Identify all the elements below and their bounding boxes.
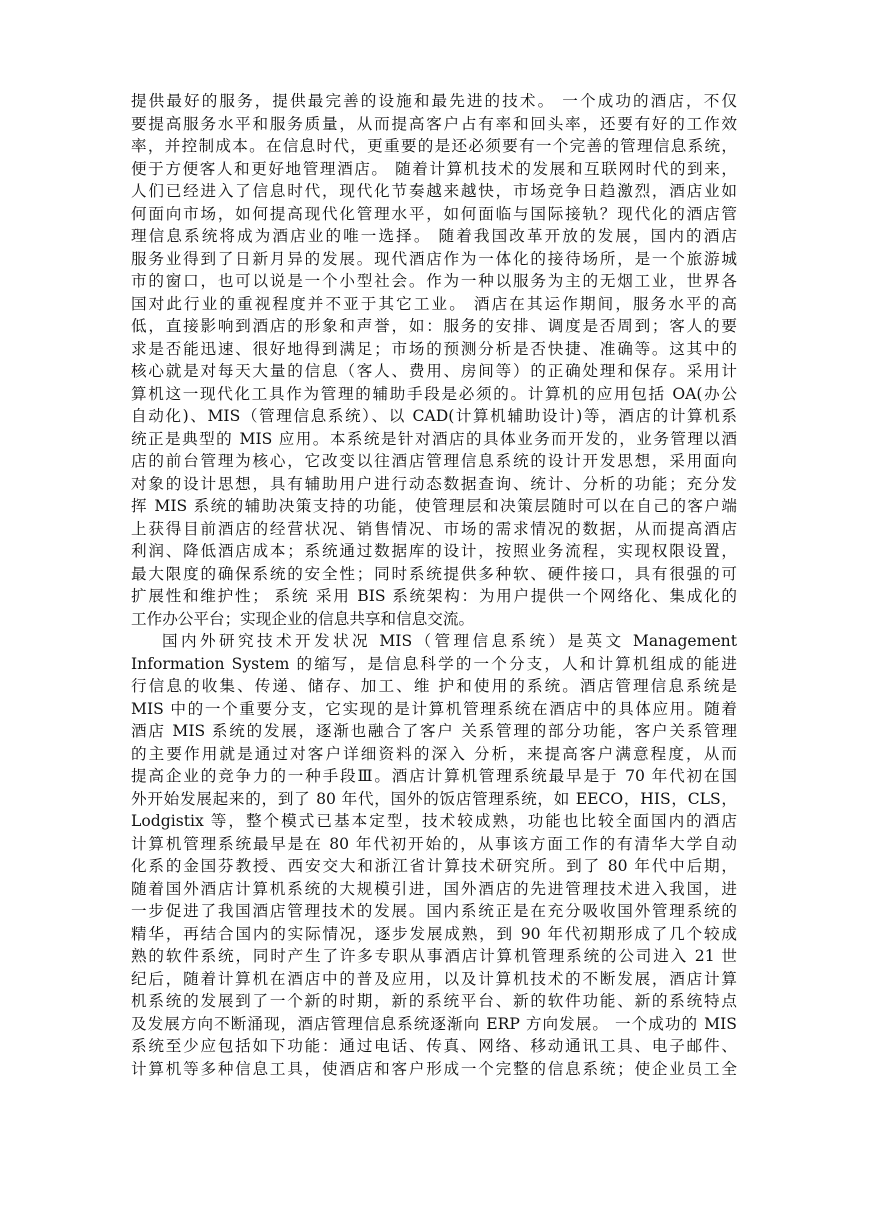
paragraph [131,90,737,630]
text-line: 人们已经进入了信息时代，现代化节奏越来越快，市场竞争日趋激烈，酒店业如 [131,182,737,200]
text-line: 求是否能迅速、很好地得到满足；市场的预测分析是否快捷、准确等。这其中的 [131,339,737,358]
paragraph [131,630,737,1080]
text-line: 精华，再结合国内的实际情况，逐步发展成熟，到 90 年代初期形成了几个较成 [131,924,737,943]
text-line: 系统至少应包括如下功能：通过电话、传真、网络、移动通讯工具、电子邮件、 [131,1037,737,1055]
text-line: 机系统的发展到了一个新的时期，新的系统平台、新的软件功能、新的系统特点 [131,992,737,1010]
text-line: 理信息系统将成为酒店业的唯一选择。 随着我国改革开放的发展，国内的酒店 [131,227,737,245]
text-line: 及发展方向不断涌现，酒店管理信息系统逐渐向 ERP 方向发展。 一个成功的 MIS [131,1014,737,1033]
text-line: 化系的金国芬教授、西安交大和浙江省计算技术研究所。到了 80 年代中后期， [131,857,737,875]
text-line: 上获得目前酒店的经营状况、销售情况、市场的需求情况的数据，从而提高酒店 [131,519,737,538]
text-line: Lodgistix 等，整个模式已基本定型，技术较成熟，功能也比较全面国内的酒店 [131,812,737,830]
text-line: 的主要作用就是通过对客户详细资料的深入 分析，来提高客户满意程度，从而 [131,744,737,763]
text-line: 统正是典型的 MIS 应用。本系统是针对酒店的具体业务而开发的，业务管理以酒 [131,429,737,448]
text-line: Information System 的缩写，是信息科学的一个分支，人和计算机组成的能进 [131,654,737,673]
text-line: 算机这一现代化工具作为管理的辅助手段是必须的。计算机的应用包括 OA(办公 [131,384,737,403]
text-line: 计算机管理系统最早是在 80 年代初开始的，从事该方面工作的有清华大学自动 [131,834,737,853]
text-line: 低，直接影响到酒店的形象和声誉，如：服务的安排、调度是否周到；客人的要 [131,317,737,335]
text-line: 计算机等多种信息工具，使酒店和客户形成一个完整的信息系统；使企业员工全 [131,1059,737,1078]
text-line: 国内外研究技术开发状况 MIS（管理信息系统）是英文 Management [162,632,737,650]
text-line: 核心就是对每天大量的信息（客人、费用、房间等）的正确处理和保存。采用计 [131,362,737,380]
text-line: 随着国外酒店计算机系统的大规模引进，国外酒店的先进管理技术进入我国，进 [131,879,737,898]
text-line: 外开始发展起来的，到了 80 年代，国外的饭店管理系统，如 EECO，HIS，CLS， [131,789,737,808]
body-text [131,90,737,1080]
text-line: 提供最好的服务，提供最完善的设施和最先进的技术。 一个成功的酒店，不仅 [131,92,737,110]
text-line: 工作办公平台；实现企业的信息共享和信息交流。 [131,609,475,628]
text-line: 利润、降低酒店成本；系统通过数据库的设计，按照业务流程，实现权限设置， [131,542,737,560]
text-line: 便于方便客人和更好地管理酒店。 随着计算机技术的发展和互联网时代的到来， [131,159,737,178]
text-line: 店的前台管理为核心，它改变以往酒店管理信息系统的设计开发思想，采用面向 [131,452,737,470]
text-line: 提高企业的竞争力的一种手段Ⅲ。酒店计算机管理系统最早是于 70 年代初在国 [131,767,737,785]
text-line: 一步促进了我国酒店管理技术的发展。国内系统正是在充分吸收国外管理系统的 [131,902,737,920]
text-line: 自动化)、MIS（管理信息系统）、以 CAD(计算机辅助设计)等，酒店的计算机系 [131,407,737,425]
text-line: 酒店 MIS 系统的发展，逐渐也融合了客户 关系管理的部分功能，客户关系管理 [131,722,737,740]
text-line: 服务业得到了日新月异的发展。现代酒店作为一体化的接待场所，是一个旅游城 [131,249,737,268]
text-line: 扩展性和维护性； 系统 采用 BIS 系统架构：为用户提供一个网络化、集成化的 [131,587,737,605]
text-line: 对象的设计思想，具有辅助用户进行动态数据查询、统计、分析的功能；充分发 [131,474,737,493]
text-line: 最大限度的确保系统的安全性；同时系统提供多种软、硬件接口，具有很强的可 [131,564,737,583]
text-line: 国对此行业的重视程度并不亚于其它工业。 酒店在其运作期间，服务水平的高 [131,294,737,313]
text-line: 要提高服务水平和服务质量，从而提高客户占有率和回头率，还要有好的工作效 [131,114,737,133]
text-line: 市的窗口，也可以说是一个小型社会。作为一种以服务为主的无烟工业，世界各 [131,272,737,290]
text-line: 何面向市场，如何提高现代化管理水平，如何面临与国际接轨？现代化的酒店管 [131,204,737,223]
text-line: 熟的软件系统，同时产生了许多专职从事酒店计算机管理系统的公司进入 21 世 [131,947,737,965]
text-line: 纪后，随着计算机在酒店中的普及应用，以及计算机技术的不断发展，酒店计算 [131,969,737,988]
text-line: 行信息的收集、传递、储存、加工、维 护和使用的系统。酒店管理信息系统是 [131,677,737,695]
text-line: MIS 中的一个重要分支，它实现的是计算机管理系统在酒店中的具体应用。随着 [131,699,737,718]
text-line: 挥 MIS 系统的辅助决策支持的功能，使管理层和决策层随时可以在自己的客户端 [131,497,737,515]
text-line: 率，并控制成本。在信息时代，更重要的是还必须要有一个完善的管理信息系统， [131,137,737,155]
